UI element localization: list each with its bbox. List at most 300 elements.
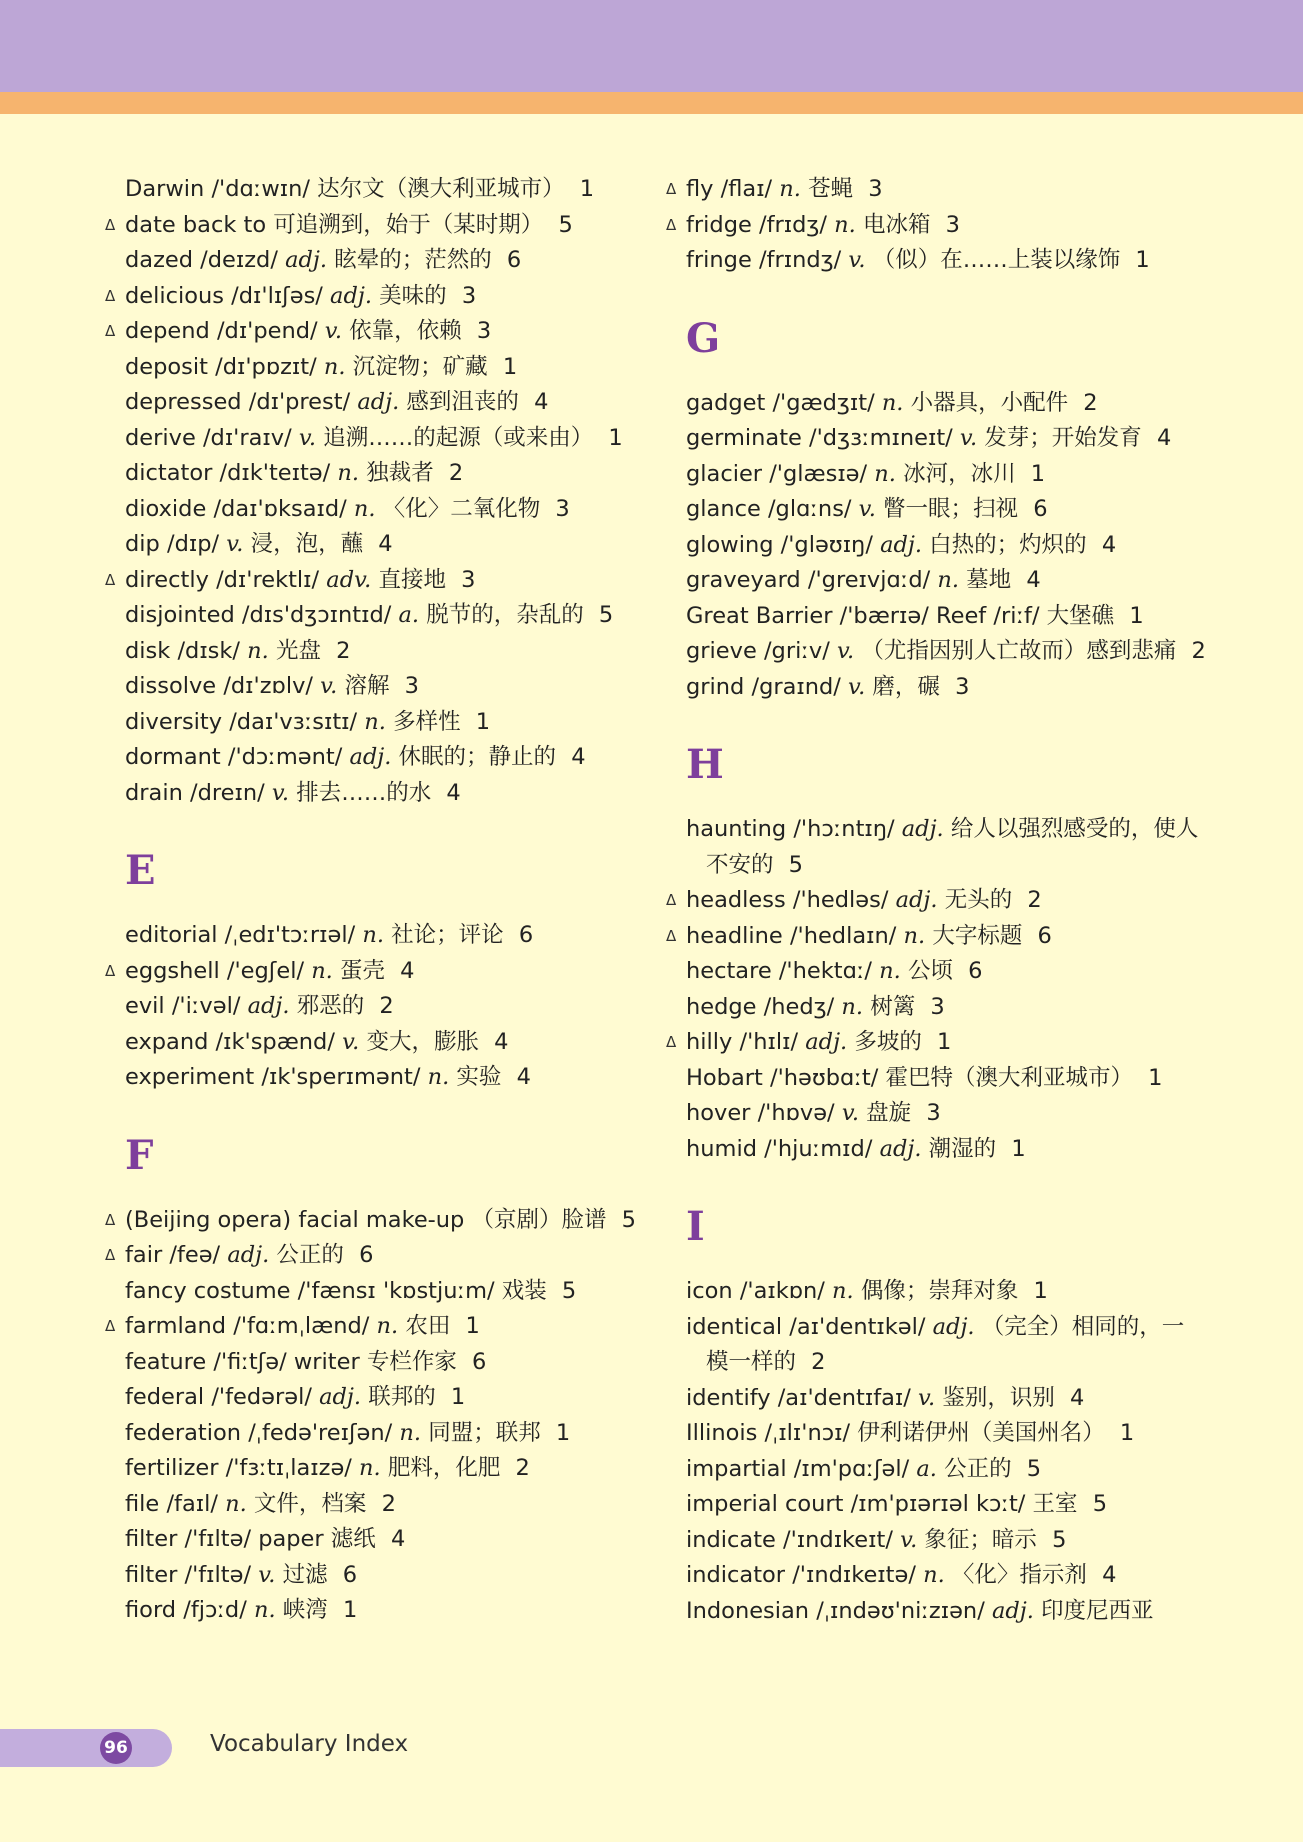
vocab-unit: 4 <box>1026 567 1041 593</box>
vocab-unit: 3 <box>461 282 477 309</box>
vocab-word: glance <box>686 496 761 522</box>
vocab-unit: 4 <box>1156 425 1172 451</box>
triangle-icon: Δ <box>666 891 677 909</box>
vocab-word: disjointed <box>125 602 235 628</box>
vocab-meaning: 公正的 <box>944 1455 1012 1482</box>
vocab-part-of-speech: n. <box>834 211 856 238</box>
vocab-entry <box>125 492 645 528</box>
vocab-unit: 4 <box>400 957 415 984</box>
vocab-part-of-speech: n. <box>311 957 333 984</box>
vocab-unit: 1 <box>1011 1135 1026 1162</box>
vocab-entry <box>686 1487 1206 1523</box>
vocab-meaning: 多坡的 <box>854 1029 922 1055</box>
vocab-part-of-speech: n. <box>359 1455 381 1481</box>
vocab-unit: 3 <box>868 176 883 202</box>
vocab-pronunciation: /fjɔːd/ <box>183 1597 247 1623</box>
vocab-pronunciation: /'bærɪə/ <box>839 602 929 629</box>
vocab-meaning: 电冰箱 <box>862 211 931 238</box>
vocab-meaning: 邪恶的 <box>296 993 365 1019</box>
vocab-entry <box>686 563 1206 599</box>
vocab-unit: 3 <box>926 1100 941 1126</box>
vocab-meaning: 变大，膨胀 <box>366 1028 479 1055</box>
vocab-pronunciation: /frɪdʒ/ <box>759 211 827 238</box>
vocab-pronunciation: /'ɪndɪkeɪtə/ <box>792 1562 916 1588</box>
vocab-word: fringe <box>686 247 752 273</box>
vocab-pronunciation: /ˌedɪ'tɔːrɪəl/ <box>224 922 356 948</box>
section-letter: H <box>686 741 724 788</box>
vocab-meaning: 峡湾 <box>282 1597 328 1623</box>
vocab-meaning: 磨，碾 <box>872 673 940 700</box>
vocab-pronunciation: /hedʒ/ <box>763 993 835 1020</box>
vocab-word: disk <box>125 637 171 664</box>
vocab-entry <box>125 1487 645 1523</box>
vocab-word: gadget <box>686 389 766 416</box>
vocab-unit: 4 <box>571 744 586 770</box>
vocab-word: filter <box>125 1561 178 1588</box>
vocab-unit: 5 <box>1026 1455 1042 1482</box>
vocab-pronunciation: /dɪ'lɪʃəs/ <box>231 282 323 309</box>
vocab-entry <box>105 1238 645 1274</box>
vocab-word: diversity <box>125 708 223 735</box>
vocab-meaning: 感到沮丧的 <box>406 389 519 415</box>
vocab-entry <box>125 1060 645 1096</box>
vocab-unit: 1 <box>502 353 518 380</box>
vocab-word: feature <box>125 1348 207 1375</box>
vocab-meaning: 肥料，化肥 <box>387 1455 501 1481</box>
vocab-unit: 2 <box>811 1349 826 1375</box>
vocab-unit: 1 <box>1119 1420 1135 1446</box>
vocab-pronunciation: /'hektɑː/ <box>778 958 873 984</box>
vocab-unit: 4 <box>516 1064 531 1090</box>
vocab-entry <box>125 456 645 492</box>
vocab-meaning: 光盘 <box>275 637 321 664</box>
vocab-entry <box>105 1203 645 1239</box>
vocab-meaning: （似）在……上装以缘饰 <box>872 247 1121 273</box>
vocab-unit: 1 <box>579 176 595 202</box>
vocab-pronunciation: /'glæsɪə/ <box>769 460 868 487</box>
vocab-entry <box>686 1274 1206 1310</box>
vocab-meaning: 达尔文（澳大利亚城市） <box>317 176 565 202</box>
vocab-entry <box>125 989 645 1025</box>
vocab-meaning: （京剧）脸谱 <box>471 1206 607 1233</box>
vocab-entry <box>125 669 645 705</box>
vocab-pronunciation: /griːv/ <box>763 638 830 664</box>
vocab-meaning: 伊利诺伊州（美国州名） <box>857 1420 1105 1446</box>
vocab-word: fancy costume <box>125 1277 291 1304</box>
vocab-pronunciation: /feə/ <box>169 1242 221 1268</box>
vocab-word: indicate <box>686 1526 776 1553</box>
vocab-meaning: 无头的 <box>944 887 1013 913</box>
vocab-unit: 3 <box>945 211 960 238</box>
footer-pill <box>0 1729 172 1767</box>
vocab-unit: 6 <box>1037 922 1052 949</box>
vocab-word: Darwin <box>125 176 205 202</box>
vocab-entry <box>125 705 645 741</box>
triangle-icon: Δ <box>105 215 116 234</box>
vocab-pronunciation: /ˌfedə'reɪʃən/ <box>248 1419 393 1446</box>
vocab-pronunciation: /frɪndʒ/ <box>758 247 842 273</box>
vocab-part-of-speech: n. <box>923 1562 945 1588</box>
vocab-meaning: 给人以强烈感受的，使人不安的 <box>706 816 1199 878</box>
vocab-unit: 4 <box>1101 531 1117 558</box>
vocab-unit: 1 <box>1129 602 1144 629</box>
vocab-meaning: （完全）相同的，一模一样的 <box>706 1313 1185 1375</box>
vocab-word: hover <box>686 1100 751 1126</box>
vocab-unit: 1 <box>555 1419 571 1446</box>
vocab-part-of-speech: n. <box>881 389 904 416</box>
vocab-entry <box>686 1416 1206 1452</box>
triangle-icon: Δ <box>105 1246 116 1264</box>
vocab-part-of-speech: n. <box>879 958 901 984</box>
vocab-unit: 4 <box>1070 1384 1085 1411</box>
vocab-word: dissolve <box>125 673 217 699</box>
vocab-meaning: 可追溯到，始于（某时期） <box>273 211 544 238</box>
vocab-entry <box>105 563 645 599</box>
vocab-part-of-speech: v. <box>848 673 866 700</box>
triangle-icon: Δ <box>105 961 116 980</box>
vocab-unit: 1 <box>1033 1278 1048 1304</box>
vocab-part-of-speech: adj. <box>991 1597 1034 1624</box>
vocab-part-of-speech: adj. <box>879 1135 922 1162</box>
vocab-pronunciation: /'həʊbɑːt/ <box>769 1064 879 1091</box>
vocab-word: dazed <box>125 247 194 273</box>
vocab-unit: 1 <box>937 1029 952 1055</box>
left-column <box>105 172 645 1629</box>
vocab-part-of-speech: v. <box>848 247 866 273</box>
vocab-word: directly <box>125 566 209 593</box>
vocab-pronunciation: /daɪ'vɜːsɪtɪ/ <box>229 708 358 735</box>
vocab-entry <box>686 1523 1206 1559</box>
vocab-entry <box>666 172 1206 208</box>
triangle-icon: Δ <box>105 286 116 305</box>
vocab-pronunciation: /glɑːns/ <box>767 496 852 522</box>
vocab-part-of-speech: v. <box>271 779 290 806</box>
vocab-entry <box>125 1522 645 1558</box>
vocab-meaning: paper 滤纸 <box>258 1526 376 1552</box>
section-letter: I <box>686 1203 705 1250</box>
vocab-entry <box>686 528 1206 564</box>
vocab-unit: 3 <box>955 673 970 700</box>
header-band <box>0 0 1303 92</box>
vocab-unit: 6 <box>342 1561 358 1588</box>
vocab-meaning: 联邦的 <box>368 1384 436 1410</box>
vocab-pronunciation: /faɪl/ <box>166 1490 218 1517</box>
vocab-pronunciation: /'fedərəl/ <box>211 1384 312 1410</box>
vocab-word: fiord <box>125 1597 177 1623</box>
vocab-part-of-speech: v. <box>959 425 978 451</box>
vocab-part-of-speech: n. <box>225 1490 247 1517</box>
vocab-unit: 4 <box>378 531 393 557</box>
vocab-part-of-speech: v. <box>918 1384 936 1411</box>
vocab-unit: 1 <box>1030 460 1046 487</box>
vocab-word: (Beijing opera) facial make-up <box>125 1206 465 1233</box>
triangle-icon: Δ <box>666 926 677 945</box>
vocab-unit: 2 <box>448 460 464 486</box>
vocab-word: editorial <box>125 922 218 948</box>
vocab-entry <box>105 208 645 244</box>
vocab-unit: 2 <box>1083 389 1098 416</box>
vocab-pronunciation: /graɪnd/ <box>751 673 841 700</box>
vocab-part-of-speech: v. <box>226 531 244 557</box>
vocab-entry <box>686 386 1206 422</box>
vocab-entry <box>666 208 1206 244</box>
vocab-word: grieve <box>686 638 757 664</box>
vocab-pronunciation: /'hɔːntɪŋ/ <box>793 816 895 842</box>
vocab-word: experiment <box>125 1064 255 1090</box>
vocab-entry <box>686 1558 1206 1594</box>
vocab-unit: 4 <box>1102 1562 1117 1588</box>
vocab-entry <box>686 990 1206 1026</box>
vocab-meaning: 公顷 <box>907 958 953 984</box>
vocab-word: hectare <box>686 958 772 984</box>
vocab-unit: 5 <box>621 1206 636 1233</box>
vocab-unit: 4 <box>390 1526 406 1552</box>
vocab-word: eggshell <box>125 957 220 984</box>
vocab-meaning: 潮湿的 <box>928 1135 997 1162</box>
vocab-pronunciation: /'fɜːtɪˌlaɪzə/ <box>225 1455 352 1481</box>
vocab-part-of-speech: n. <box>353 495 376 522</box>
vocab-entry <box>686 812 1206 883</box>
vocab-part-of-speech: n. <box>841 993 864 1020</box>
vocab-unit: 6 <box>1033 496 1048 522</box>
vocab-meaning: 树篱 <box>870 993 916 1020</box>
vocab-entry <box>125 243 645 279</box>
vocab-part-of-speech: adj. <box>319 1384 362 1410</box>
vocab-meaning: 文件，档案 <box>253 1490 367 1517</box>
vocab-unit: 4 <box>534 389 549 415</box>
vocab-meaning: 农田 <box>405 1313 451 1339</box>
vocab-pronunciation: /'iːvəl/ <box>171 993 241 1019</box>
vocab-entry <box>686 1132 1206 1168</box>
vocab-part-of-speech: adj. <box>895 887 938 913</box>
vocab-entry <box>686 1381 1206 1417</box>
vocab-meaning: 瞥一眼；扫视 <box>883 496 1019 522</box>
vocab-entry <box>125 527 645 563</box>
vocab-word: identical <box>686 1313 783 1340</box>
vocab-pronunciation: /dɪ'rektlɪ/ <box>216 566 320 593</box>
page-number: 96 <box>100 1732 132 1764</box>
vocab-word: haunting <box>686 816 787 842</box>
vocab-entry <box>686 954 1206 990</box>
section-letter: G <box>686 314 721 362</box>
vocab-pronunciation: /'fænsɪ 'kɒstjuːm/ <box>297 1277 495 1304</box>
vocab-pronunciation: /deɪzd/ <box>200 247 278 273</box>
vocab-part-of-speech: n. <box>337 460 360 486</box>
vocab-part-of-speech: n. <box>874 460 896 487</box>
vocab-word: fridge <box>686 211 752 238</box>
vocab-unit: 5 <box>1092 1491 1108 1517</box>
vocab-entry <box>125 776 645 812</box>
vocab-entry <box>686 243 1206 279</box>
vocab-entry <box>105 1309 645 1345</box>
vocab-entry <box>125 350 645 386</box>
vocab-pronunciation: /aɪ'dentɪkəl/ <box>789 1313 926 1340</box>
vocab-pronunciation: /dɪ'prest/ <box>248 389 351 415</box>
vocab-entry <box>686 421 1206 457</box>
vocab-word: icon <box>686 1278 733 1304</box>
vocab-unit: 5 <box>598 602 614 628</box>
vocab-part-of-speech: adj. <box>357 389 400 415</box>
vocab-part-of-speech: adj. <box>285 247 328 273</box>
vocab-pronunciation: /'hɒvə/ <box>757 1100 835 1126</box>
triangle-icon: Δ <box>105 570 116 589</box>
vocab-word: federation <box>125 1419 242 1446</box>
vocab-meaning: 美味的 <box>379 282 447 309</box>
vocab-entry <box>666 919 1206 955</box>
vocab-word: headless <box>686 887 786 913</box>
vocab-unit: 5 <box>1052 1526 1067 1553</box>
vocab-meaning: 大字标题 <box>932 922 1023 949</box>
vocab-pronunciation: /'gləʊɪŋ/ <box>780 531 873 558</box>
vocab-word: date back to <box>125 211 267 238</box>
vocab-part-of-speech: n. <box>247 637 269 664</box>
vocab-meaning: 〈化〉指示剂 <box>951 1562 1087 1588</box>
vocab-pronunciation: /'gædʒɪt/ <box>772 389 875 416</box>
vocab-pronunciation: /'fɪltə/ <box>184 1526 252 1552</box>
vocab-word: imperial court <box>686 1491 844 1517</box>
vocab-pronunciation: /daɪ'ɒksaɪd/ <box>213 495 347 522</box>
vocab-entry <box>686 634 1206 670</box>
vocab-pronunciation: /ˌɪndəʊ'niːzɪən/ <box>816 1597 985 1624</box>
vocab-entry <box>686 1061 1206 1097</box>
vocab-pronunciation: /ɪk'sperɪmənt/ <box>261 1064 421 1090</box>
vocab-entry <box>125 1593 645 1629</box>
vocab-entry <box>686 1452 1206 1488</box>
vocab-meaning: （尤指因别人亡故而）感到悲痛 <box>861 638 1177 664</box>
vocab-pronunciation: /flaɪ/ <box>720 176 773 202</box>
vocab-meaning: 印度尼西亚 <box>1041 1597 1154 1624</box>
header-stripe <box>0 92 1303 114</box>
vocab-meaning: 同盟；联邦 <box>428 1419 541 1446</box>
vocab-meaning: 苍蝇 <box>808 176 854 202</box>
vocab-unit: 2 <box>379 993 394 1019</box>
vocab-unit: 6 <box>506 247 522 273</box>
vocab-part-of-speech: v. <box>258 1561 276 1588</box>
vocab-pronunciation: /'fɑːmˌlænd/ <box>233 1313 370 1339</box>
vocab-meaning: 追溯……的起源（或来由） <box>323 424 594 451</box>
vocab-part-of-speech: n. <box>779 176 801 202</box>
vocab-word: fair <box>125 1242 163 1268</box>
vocab-word: farmland <box>125 1313 227 1339</box>
vocab-meaning: 偶像；崇拜对象 <box>860 1278 1019 1304</box>
vocab-part-of-speech: adv. <box>326 566 372 593</box>
vocab-part-of-speech: adj. <box>901 816 944 842</box>
vocab-pronunciation: /dɪk'teɪtə/ <box>219 460 331 486</box>
vocab-entry <box>686 1096 1206 1132</box>
vocab-entry <box>686 670 1206 706</box>
vocab-meaning: 实验 <box>456 1064 502 1090</box>
vocab-word: file <box>125 1490 160 1517</box>
vocab-part-of-speech: adj. <box>247 993 290 1019</box>
section-letter: E <box>125 847 156 894</box>
vocab-word: fertilizer <box>125 1455 219 1481</box>
vocab-word: federal <box>125 1384 205 1410</box>
vocab-word: identify <box>686 1384 771 1411</box>
vocab-word: impartial <box>686 1455 787 1482</box>
vocab-word: dip <box>125 531 160 557</box>
vocab-part-of-speech: v. <box>841 1100 860 1126</box>
vocab-meaning: 发芽；开始发育 <box>984 425 1142 451</box>
vocab-pronunciation: /'hɪlɪ/ <box>739 1029 799 1055</box>
vocab-meaning: 冰河，冰川 <box>903 460 1016 487</box>
vocab-entry <box>125 1416 645 1452</box>
vocab-entry <box>686 457 1206 493</box>
vocab-unit: 4 <box>446 779 461 806</box>
vocab-pronunciation: /'aɪkɒn/ <box>739 1278 825 1304</box>
vocab-part-of-speech: v. <box>900 1526 918 1553</box>
vocab-pronunciation: /dɪ'pɒzɪt/ <box>215 353 317 380</box>
vocab-unit: 1 <box>1135 247 1150 273</box>
vocab-word: headline <box>686 922 783 949</box>
vocab-meaning: 多样性 <box>393 708 461 735</box>
vocab-word: fly <box>686 176 714 202</box>
vocab-unit: 1 <box>1148 1064 1163 1091</box>
vocab-unit: 2 <box>1027 887 1042 913</box>
vocab-meaning: 脱节的，杂乱的 <box>426 602 584 628</box>
vocab-word: evil <box>125 993 165 1019</box>
triangle-icon: Δ <box>666 180 677 198</box>
vocab-unit: 1 <box>342 1597 358 1623</box>
vocab-pronunciation: /dɪs'dʒɔɪntɪd/ <box>241 602 392 628</box>
vocab-pronunciation: /dɪsk/ <box>177 637 241 664</box>
vocab-word: expand <box>125 1028 209 1055</box>
vocab-part-of-speech: v. <box>858 496 876 522</box>
vocab-pronunciation: /dɪ'pend/ <box>216 318 318 344</box>
vocab-word: Indonesian <box>686 1597 810 1624</box>
vocab-unit: 6 <box>472 1348 487 1375</box>
vocab-entry <box>686 492 1206 528</box>
vocab-part-of-speech: adj. <box>805 1029 848 1055</box>
vocab-part-of-speech: adj. <box>880 531 923 558</box>
vocab-pronunciation: /'hjuːmɪd/ <box>764 1135 873 1162</box>
vocab-part-of-speech: adj. <box>932 1313 975 1340</box>
vocab-entry <box>125 598 645 634</box>
section-letter: F <box>125 1131 154 1179</box>
vocab-part-of-speech: v. <box>324 318 342 344</box>
vocab-unit: 5 <box>788 851 803 878</box>
vocab-word: grind <box>686 673 745 700</box>
vocab-meaning: 浸，泡，蘸 <box>250 531 364 557</box>
vocab-pronunciation: /'fɪltə/ <box>184 1561 252 1588</box>
vocab-unit: 3 <box>404 673 419 699</box>
vocab-pronunciation: /ˌɪlɪ'nɔɪ/ <box>764 1420 851 1446</box>
footer-title: Vocabulary Index <box>210 1731 409 1757</box>
vocab-entry <box>125 421 645 457</box>
vocab-unit: 1 <box>475 708 491 735</box>
vocab-part-of-speech: n. <box>937 567 960 593</box>
vocab-entry <box>125 1345 645 1381</box>
vocab-meaning: 眩晕的；茫然的 <box>334 247 492 273</box>
vocab-word: humid <box>686 1135 757 1162</box>
vocab-part-of-speech: n. <box>323 353 346 380</box>
vocab-entry <box>125 1451 645 1487</box>
vocab-meaning: 盘旋 <box>866 1100 912 1126</box>
vocab-meaning: 公正的 <box>276 1242 344 1268</box>
vocab-meaning: Reef /riːf/ 大堡礁 <box>935 602 1115 629</box>
vocab-part-of-speech: adj. <box>227 1242 270 1268</box>
vocab-pronunciation: /'fiːtʃə/ <box>213 1348 287 1375</box>
vocab-entry <box>105 954 645 990</box>
vocab-word: filter <box>125 1526 178 1552</box>
vocab-entry <box>125 634 645 670</box>
vocab-pronunciation: /dreɪn/ <box>190 779 265 806</box>
vocab-pronunciation: /'hedlaɪn/ <box>789 922 897 949</box>
vocab-meaning: writer 专栏作家 <box>293 1348 457 1375</box>
vocab-meaning: 王室 <box>1032 1491 1078 1517</box>
vocab-entry <box>125 740 645 776</box>
vocab-entry <box>125 1558 645 1594</box>
vocab-unit: 6 <box>359 1242 374 1268</box>
